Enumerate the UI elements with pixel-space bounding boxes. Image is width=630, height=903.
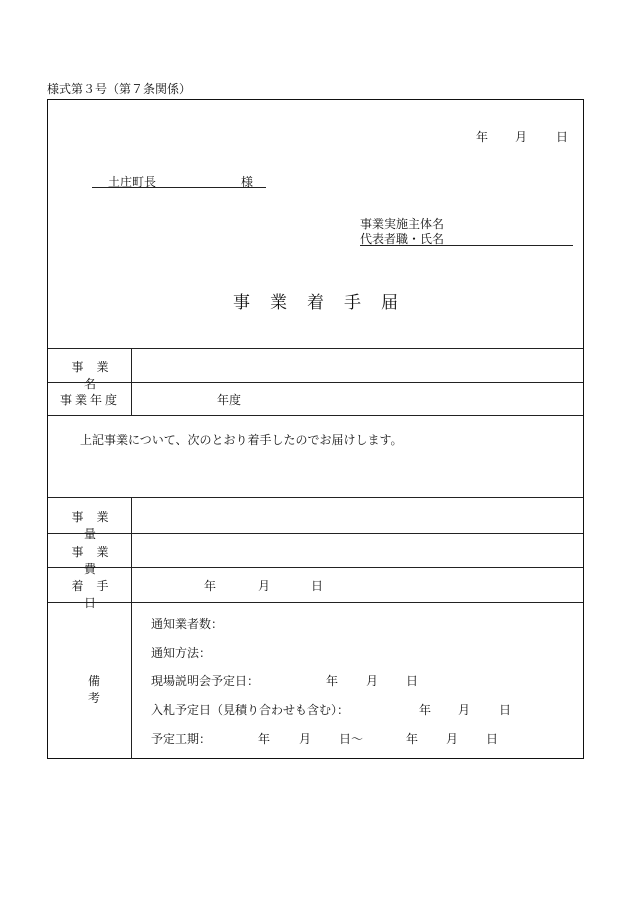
addressee-name: 土庄町長 — [108, 175, 157, 189]
start-date-month: 月 — [258, 579, 271, 593]
remarks-period-from-year: 年 — [258, 732, 271, 746]
project-cost-label: 事業費 — [71, 545, 122, 576]
start-date-label: 着手日 — [71, 579, 122, 610]
remarks-bid-year: 年 — [419, 703, 432, 717]
project-year-suffix: 年度 — [217, 393, 242, 407]
remarks-period-to-year: 年 — [406, 732, 419, 746]
project-quantity-label: 事業量 — [71, 510, 122, 541]
remarks-period-from-month: 月 — [299, 732, 312, 746]
remarks-bid-label: 入札予定日（見積り合わせも含む）： — [151, 703, 350, 717]
form-frame — [47, 99, 584, 759]
remarks-label: 備考 — [88, 674, 141, 705]
divider — [48, 497, 583, 498]
project-year-label: 事業年度 — [59, 393, 120, 407]
applicant-underline — [360, 245, 573, 246]
remarks-briefing-month: 月 — [366, 674, 379, 688]
start-date-day: 日 — [311, 579, 324, 593]
header-date-day: 日 — [556, 130, 569, 144]
header-date-month: 月 — [515, 130, 528, 144]
remarks-notify-method: 通知方法： — [151, 646, 212, 660]
project-name-label: 事業名 — [71, 360, 122, 391]
applicant-org-label: 事業実施主体名 — [360, 217, 445, 231]
addressee-honorific: 様 — [241, 175, 254, 189]
divider — [48, 348, 583, 349]
remarks-period-to-day: 日 — [486, 732, 499, 746]
remarks-notified-count: 通知業者数： — [151, 617, 224, 631]
remarks-briefing-day: 日 — [406, 674, 419, 688]
header-date-year: 年 — [476, 130, 489, 144]
remarks-bid-day: 日 — [499, 703, 512, 717]
remarks-briefing-year: 年 — [326, 674, 339, 688]
form-reference: 様式第３号（第７条関係） — [47, 82, 192, 96]
divider — [48, 415, 583, 416]
document-title: 事業着手届 — [233, 293, 418, 313]
addressee-underline — [92, 187, 266, 188]
remarks-bid-month: 月 — [458, 703, 471, 717]
remarks-period-from-day: 日～ — [339, 732, 364, 746]
statement-text: 上記事業について、次のとおり着手したのでお届けします。 — [80, 433, 403, 447]
start-date-year: 年 — [204, 579, 217, 593]
applicant-rep-label: 代表者職・氏名 — [360, 232, 445, 246]
remarks-briefing-label: 現場説明会予定日： — [151, 674, 260, 688]
remarks-period-to-month: 月 — [446, 732, 459, 746]
remarks-period-label: 予定工期： — [151, 732, 212, 746]
